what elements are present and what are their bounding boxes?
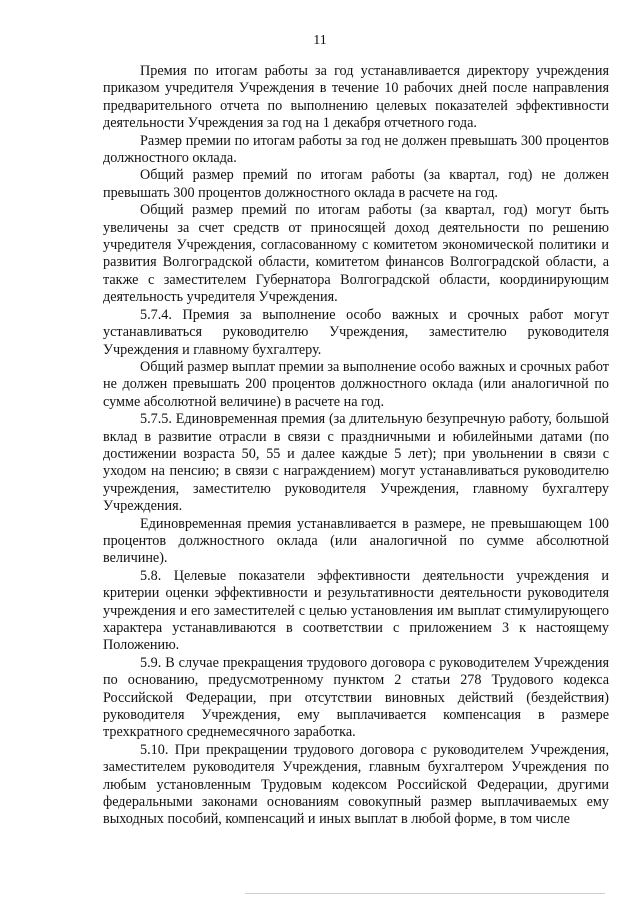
paragraph-urgent-work-limit: Общий размер выплат премии за выполнение особо важных и срочных работ не должен превышать 200 процентов должностного оклада (или аналогичной по сумме абсолютной величине) в расчете на год. xyxy=(103,358,609,410)
paragraph-total-bonus-limit: Общий размер премий по итогам работы (за квартал, год) не должен превышать 300 процентов должностного оклада в расчете на год. xyxy=(103,167,609,201)
paragraph-5-10: 5.10. При прекращении трудового договора с руководителем Учреждения, заместителем руководителя Учреждения, главным бухгалтером Учреждения по любым установленным Трудовым кодексом Российской Федерации, другими федеральными законами основаниям совокупный размер выплачиваемых ему выходных пособий, компенсаций и иных выплат в любой форме, в том числе xyxy=(103,741,609,828)
page-bottom-edge xyxy=(245,893,605,894)
paragraph-bonus-limit: Размер премии по итогам работы за год не должен превышать 300 процентов должностного оклада. xyxy=(103,132,609,167)
paragraph-one-time-bonus-limit: Единовременная премия устанавливается в размере, не превышающем 100 процентов должностного оклада (или аналогичной по сумме абсолютной величине). xyxy=(103,515,609,567)
paragraph-annual-bonus: Премия по итогам работы за год устанавливается директору учреждения приказом учредителя Учреждения в течение 10 рабочих дней после направления предварительного отчета по выполнению целевых показателей эффективности деятельности Учреждения за год на 1 декабря отчетного года. xyxy=(103,63,609,132)
paragraph-bonus-increase: Общий размер премий по итогам работы (за квартал, год) могут быть увеличены за счет средств от приносящей доход деятельности по решению учредителя Учреждения, согласованному с комитетом экономической политики и развития Волгоградской области, комитетом финансов Волгоградской области, а также с заместителем Губернатора Волгоградской области, координирующим деятельность учредителя Учреждения. xyxy=(103,202,609,306)
page-number: 11 xyxy=(313,33,327,48)
document-body xyxy=(103,63,609,829)
paragraph-5-7-5: 5.7.5. Единовременная премия (за длительную безупречную работу, большой вклад в развитие отрасли в связи с праздничными и юбилейными датами (по достижении возраста 50, 55 и далее каждые 5 лет); при увольнении в связи с уходом на пенсию; в связи с награждением) могут устанавливаться руководителю учреждения, заместителю руководителя Учреждения, главному бухгалтеру Учреждения. xyxy=(103,411,609,515)
paragraph-5-7-4: 5.7.4. Премия за выполнение особо важных и срочных работ могут устанавливаться руководителю Учреждения, заместителю руководителя Учреждения и главному бухгалтеру. xyxy=(103,306,609,358)
paragraph-5-8: 5.8. Целевые показатели эффективности деятельности учреждения и критерии оценки эффективности и результативности деятельности руководителя учреждения и его заместителей с целью установления им выплат стимулирующего характера устанавливаются в соответствии с приложением 3 к настоящему Положению. xyxy=(103,567,609,654)
paragraph-5-9: 5.9. В случае прекращения трудового договора с руководителем Учреждения по основанию, предусмотренному пунктом 2 статьи 278 Трудового кодекса Российской Федерации, при отсутствии виновных действий (бездействия) руководителя Учреждения, ему выплачивается компенсация в размере трехкратного среднемесячного заработка. xyxy=(103,654,609,741)
